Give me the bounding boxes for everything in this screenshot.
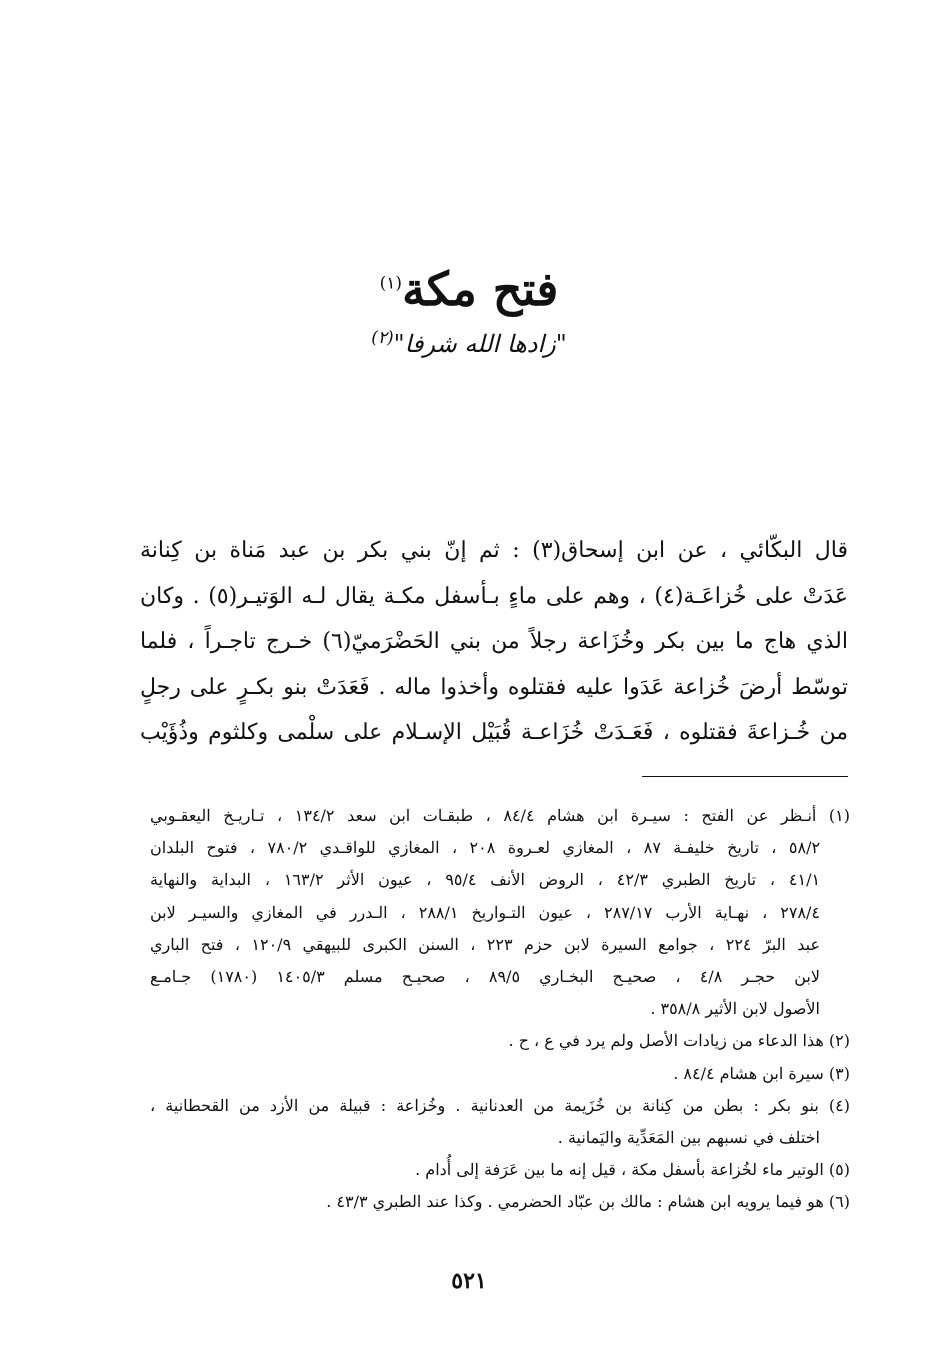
chapter-title [380,262,559,317]
footnote-separator [642,776,848,777]
footnote-line: (٢) هذا الدعاء من زيادات الأصل ولم يرد في ع ، ح . [508,1031,850,1051]
main-text-line: توسّط أرضَ خُزاعة عَدَوا عليه فقتلوه وأخذوا ماله . فَعَدَتْ بنو بكـرٍ على رجلٍ [140,674,848,700]
chapter-subtitle [0,327,938,360]
chapter-title-ref: (١) [379,273,403,294]
footnote-line: (٦) هو فيما يرويه ابن هشام : مالك بن عبّاد الحضرمي . وكذا عند الطبري ٤٣/٣ . [326,1192,850,1212]
footnote-line: (٣) سيرة ابن هشام ٨٤/٤ . [673,1063,850,1083]
footnote-line: (٤) بنو بكر : بطن من كِنانة بن خُزَيمة من العدنانية . وخُزاعة : قبيلة من الأزد من القحطانية ، [150,1095,850,1115]
footnote-line: لابن حجـر ٤/٨ ، صحيـح البخـاري ٨٩/٥ ، صحيـح مسلم ١٤٠٥/٣ (١٧٨٠) جـامـع [150,967,820,987]
footnote-line: (٥) الوتير ماء لخُزاعة بأسفل مكة ، قيل إنه ما بين عَرَفة إلى أُدام . [415,1160,850,1180]
chapter-title-text: فتح مكة [402,262,559,316]
page-number: ٥٢١ [451,1268,487,1294]
main-text-line: قال البكّائي ، عن ابن إسحاق(٣) : ثم إنّ بني بكر بن عبد مَناة بن كِنانة [140,538,848,563]
main-text [140,528,848,756]
main-text-line: من خُـزاعةَ فقتلوه ، فَعَـدَتْ خُزَاعـة قُبَيْل الإسـلام على سلْمى وكلثوم وذُؤَيْب [140,720,848,745]
chapter-subtitle-ref: (٢) [371,328,394,349]
footnote-line: عبد البرّ ٢٢٤ ، جوامع السيرة لابن حزم ٢٢٣ ، السنن الكبرى للبيهقي ١٢٠/٩ ، فتح الباري [150,934,821,954]
footnote-line: ٤١/١ ، تاريخ الطبري ٤٢/٣ ، الروض الأنف ٩٥/٤ ، عيون الأثر ١٦٣/٢ ، البداية والنهاية [150,870,821,890]
main-text-line: الذي هاج ما بين بكر وخُزَاعة رجلاً من بني الحَضْرَميّ(٦) خـرج تاجـراً ، فلما [140,629,848,654]
footnotes [150,800,850,1219]
main-text-line: عَدَتْ على خُزاعَـة(٤) ، وهم على ماءٍ بـأسفل مكـة يقال لـه الوَتيـر(٥) . وكان [140,583,849,609]
footnote-line: (١) أنـظر عن الفتح : سيـرة ابن هشام ٨٤/٤ ، طبقـات ابن سعد ١٣٤/٢ ، تـاريـخ اليعقـوبي [150,806,850,825]
footnote-line: الأصول لابن الأثير ٣٥٨/٨ . [650,999,820,1019]
footnote-line: ٥٨/٢ ، تاريخ خليفـة ٨٧ ، المغازي لعـروة ٢٠٨ ، المغازي للواقـدي ٧٨٠/٢ ، فتوح البلدان [150,838,821,858]
footnote-line: اختلف في نسبهم بين المَعَدِّية واليَمانية . [557,1128,820,1148]
chapter-subtitle-text: "زادها الله شرفا" [393,330,567,359]
footnote-line: ٢٧٨/٤ ، نهـاية الأرب ٢٨٧/١٧ ، عيون التـواريخ ٢٨٨/١ ، الـدرر في المغازي والسيـر لابن [150,902,821,922]
title-block [0,262,938,360]
